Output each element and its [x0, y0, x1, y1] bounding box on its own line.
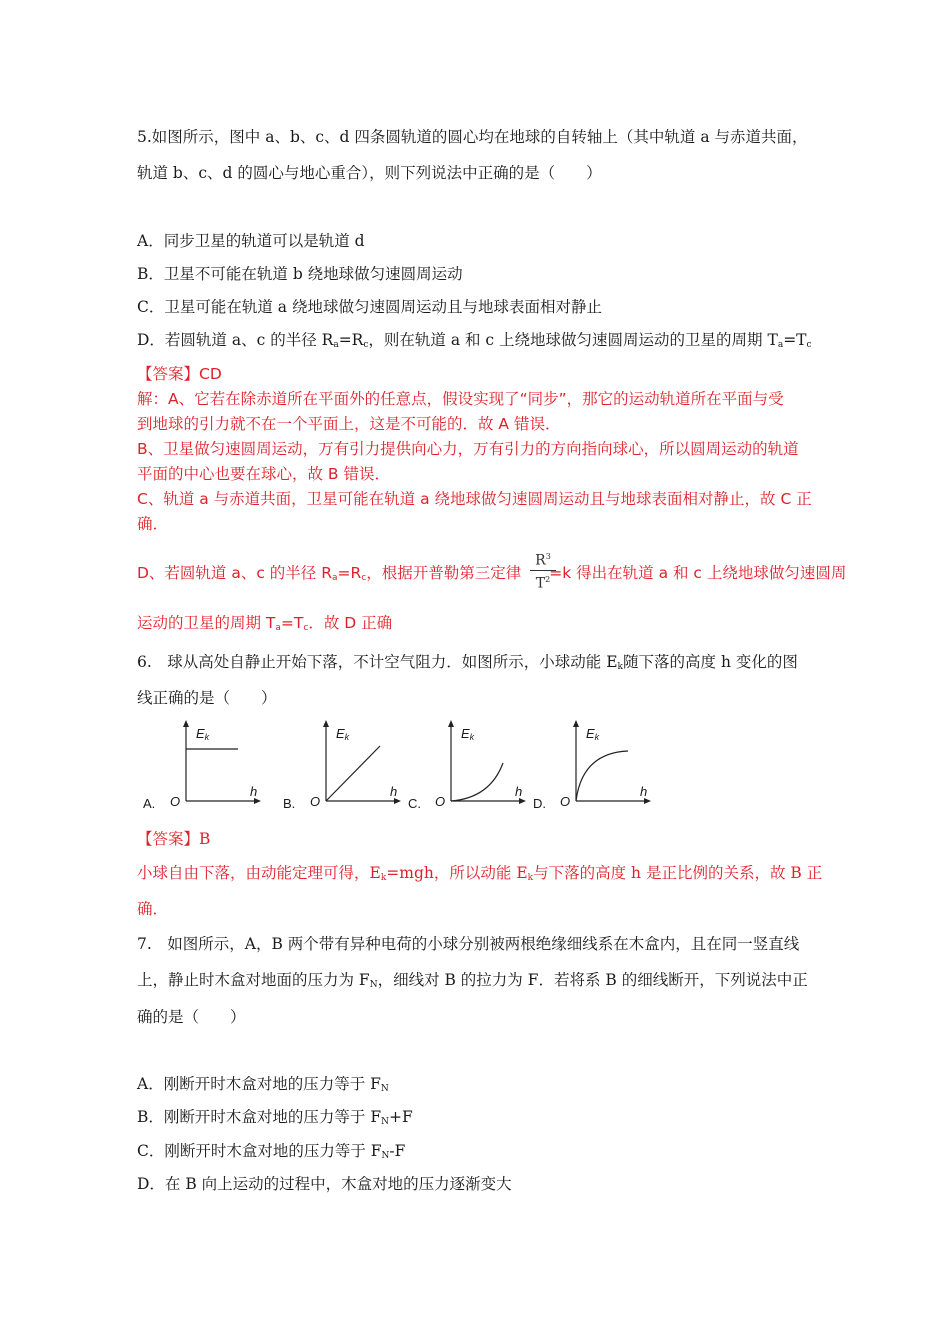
q6-graph-d [530, 718, 655, 813]
q6-explanation-1: 小球自由下落，由动能定理可得，$E_k=mgh$，所以动能 $E_k$与下落的高度 h 是正比例的关系，故 B 正 [137, 864, 823, 883]
graph-c-axes [405, 718, 530, 813]
q7-option-c: C．刚断开时木盒对地的压力等于 $F_N-F$ [137, 1142, 406, 1161]
graph-b-xlabel: h [390, 784, 398, 799]
graph-b-letter: B. [283, 796, 296, 811]
q5-explanation-5: C、轨道 a 与赤道共面，卫星可能在轨道 a 绕地球做匀速圆周运动且与地球表面相对静止，故 C 正 [137, 490, 812, 508]
q5-option-a: A．同步卫星的轨道可以是轨道 d [137, 232, 365, 250]
graph-a-ylabel: $E_k$ [196, 726, 210, 742]
graph-d-ylabel: $E_k$ [586, 726, 600, 742]
q7-option-b: B．刚断开时木盒对地的压力等于 $F_N+F$ [137, 1108, 413, 1127]
q5-stem-line1: 5.如图所示，图中 a、b、c、d 四条圆轨道的圆心均在地球的自转轴上（其中轨道 a 与赤道共面， [137, 128, 808, 146]
graph-c-letter: C. [408, 796, 421, 811]
q7-stem-line3: 确的是（ ） [137, 1008, 246, 1026]
q7-option-d: D．在 B 向上运动的过程中，木盒对地的压力逐渐变大 [137, 1175, 512, 1193]
graph-a-axes [140, 718, 265, 813]
graph-d-origin: O [560, 794, 571, 809]
q5-answer: 【答案】CD [137, 365, 222, 383]
q5-explanation-6: 确． [137, 515, 169, 533]
q5-explanation-8: 运动的卫星的周期 $T_a=T_c$．故 D 正确 [137, 614, 393, 633]
q7-option-a: A．刚断开时木盒对地的压力等于 $F_N$ [137, 1075, 389, 1094]
q5-option-b: B．卫星不可能在轨道 b 绕地球做匀速圆周运动 [137, 265, 463, 283]
q5-explanation-7: D、若圆轨道 a、c 的半径 $R_a=R_c$，根据开普勒第三定律 =k 得出在轨道 a 和 c 上绕地球做匀速圆周 [137, 564, 847, 583]
graph-a-xlabel: h [250, 784, 258, 799]
q7-stem-line2: 上，静止时木盒对地面的压力为 $F_N$，细线对 B 的拉力为 F．若将系 B 的细线断开，下列说法中正 [137, 971, 808, 990]
q6-explanation-2: 确． [137, 900, 169, 918]
graph-b-ylabel: $E_k$ [336, 726, 350, 742]
graph-d-letter: D. [533, 796, 546, 811]
graph-a-letter: A. [143, 796, 156, 811]
q6-stem-line1: 6. 球从高处自静止开始下落，不计空气阻力．如图所示，小球动能 $E_k$随下落的高度 h 变化的图 [137, 653, 798, 672]
q5-explanation-2: 到地球的引力就不在一个平面上，这是不可能的．故 A 错误． [137, 415, 561, 433]
graph-d-curve [576, 751, 628, 801]
q5-option-d: D．若圆轨道 a、c 的半径 $R_a=R_c$，则在轨道 a 和 c 上绕地球做匀速圆周运动的卫星的周期 $T_a=T_c$ [137, 331, 812, 350]
q6-graph-a [140, 718, 265, 813]
graph-d-xlabel: h [640, 784, 648, 799]
graph-b-origin: O [310, 794, 321, 809]
graph-d-axes [530, 718, 655, 813]
q6-answer: 【答案】B [137, 830, 211, 848]
q6-graph-c [405, 718, 530, 813]
q5-explanation-3: B、卫星做匀速圆周运动，万有引力提供向心力，万有引力的方向指向球心，所以圆周运动的轨道 [137, 440, 799, 458]
q5-option-c: C．卫星可能在轨道 a 绕地球做匀速圆周运动且与地球表面相对静止 [137, 298, 602, 316]
q6-stem-line2: 线正确的是（ ） [137, 689, 277, 707]
kepler-fraction: $\frac{R^3}{T^2}$ [530, 548, 556, 592]
graph-b-axes [280, 718, 405, 813]
q7-stem-line1: 7. 如图所示，A，B 两个带有异种电荷的小球分别被两根绝缘细线系在木盒内，且在同一竖直线 [137, 935, 800, 953]
graph-c-xlabel: h [515, 784, 523, 799]
graph-c-ylabel: $E_k$ [461, 726, 475, 742]
graph-a-origin: O [170, 794, 181, 809]
q5-explanation-4: 平面的中心也要在球心，故 B 错误． [137, 465, 390, 483]
graph-c-curve [451, 763, 503, 801]
q5-explanation-1: 解：A、它若在除赤道所在平面外的任意点，假设实现了“同步”，那它的运动轨道所在平面与受 [137, 390, 784, 408]
q6-graph-b [280, 718, 405, 813]
graph-c-origin: O [435, 794, 446, 809]
q5-stem-line2: 轨道 b、c、d 的圆心与地心重合），则下列说法中正确的是（ ） [137, 164, 602, 182]
graph-b-curve [326, 746, 380, 801]
